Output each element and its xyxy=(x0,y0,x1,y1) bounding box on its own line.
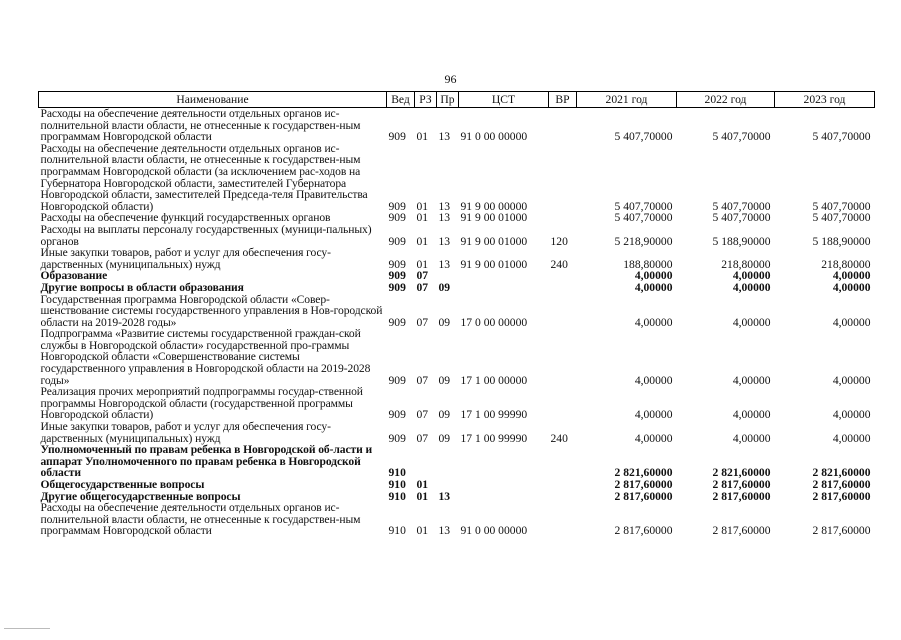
row-rz: 07 xyxy=(416,408,429,422)
row-cst: 17 1 00 00000 xyxy=(460,373,528,387)
row-pr: 13 xyxy=(438,234,451,248)
row-vr xyxy=(549,270,577,282)
row-vr xyxy=(549,386,577,421)
row-cst: 91 0 00 00000 xyxy=(460,130,528,144)
row-2022: 4,00000 xyxy=(732,315,771,329)
row-2021: 188,80000 xyxy=(623,257,673,271)
row-2023: 4,00000 xyxy=(832,431,871,445)
row-2023: 2 817,60000 xyxy=(812,478,871,491)
row-name: Другие общегосударственные вопросы xyxy=(40,489,241,503)
row-2021: 5 407,70000 xyxy=(614,211,673,225)
table-row xyxy=(39,421,875,444)
row-name: Реализация прочих мероприятий подпрограммы государ-ственной программы Новгородской области (государственной программы Новгородской области) xyxy=(40,385,363,422)
row-2023: 218,80000 xyxy=(821,257,871,271)
row-ved: 910 xyxy=(388,524,406,538)
row-pr: 13 xyxy=(438,199,451,213)
row-name: Общегосударственные вопросы xyxy=(40,478,205,491)
row-ved: 909 xyxy=(388,211,406,225)
row-rz: 07 xyxy=(416,269,429,283)
page-number: 96 xyxy=(444,72,457,86)
table-row xyxy=(39,328,875,386)
row-rz: 01 xyxy=(416,478,429,491)
row-pr: 13 xyxy=(438,524,451,538)
row-cst xyxy=(459,282,549,294)
row-rz: 07 xyxy=(416,431,429,445)
table-row xyxy=(39,502,875,537)
row-rz: 01 xyxy=(416,234,429,248)
row-2022: 4,00000 xyxy=(732,373,771,387)
row-2023: 2 821,60000 xyxy=(812,466,871,480)
row-rz: 07 xyxy=(416,315,429,329)
col-header-pr: Пр xyxy=(437,92,459,108)
row-vr xyxy=(549,108,577,143)
row-rz: 01 xyxy=(416,257,429,271)
row-pr: 09 xyxy=(438,408,451,422)
row-pr: 13 xyxy=(438,130,451,144)
row-name: Иные закупки товаров, работ и услуг для обеспечения госу-дарственных (муниципальных) нужд xyxy=(40,420,331,445)
row-pr: 09 xyxy=(438,373,451,387)
row-pr: 09 xyxy=(438,315,451,329)
row-cst: 91 9 00 01000 xyxy=(460,257,528,271)
row-name: Расходы на обеспечение деятельности отдельных органов ис-полнительной власти области, не отнесенные к государствен-ным программам Новгородской области (за исключением рас-ходов на Губернатора Новгородской области, заместителей Губернатора Новгородской области, заместителей Председа-теля Правительства Новгородской области) xyxy=(40,141,368,213)
row-cst: 17 1 00 99990 xyxy=(460,431,528,445)
row-2021: 5 407,70000 xyxy=(614,130,673,144)
table-body xyxy=(39,108,875,537)
row-rz: 07 xyxy=(416,280,429,294)
row-vr xyxy=(549,328,577,386)
row-2021: 2 817,60000 xyxy=(614,524,673,538)
row-name: Подпрограмма «Развитие системы государственной граждан-ской службы в Новгородской области» государственной про-граммы Новгородской области «Совершенствование системы государственного управления в Новгородской области на 2019-2028 годы» xyxy=(40,327,371,387)
table-header-row xyxy=(39,92,875,108)
row-2023: 5 407,70000 xyxy=(812,199,871,213)
row-vr xyxy=(549,212,577,224)
row-rz: 01 xyxy=(416,211,429,225)
col-header-ved: Вед xyxy=(387,92,415,108)
row-2022: 4,00000 xyxy=(732,408,771,422)
col-header-2021: 2021 год xyxy=(577,92,677,108)
row-cst: 17 1 00 99990 xyxy=(460,408,528,422)
row-ved: 909 xyxy=(388,431,406,445)
row-name: Расходы на обеспечение функций государственных органов xyxy=(40,211,331,225)
row-2021: 5 218,90000 xyxy=(614,234,673,248)
row-name: Образование xyxy=(40,269,108,283)
row-name: Расходы на обеспечение деятельности отдельных органов ис-полнительной власти области, не отнесенные к государствен-ным программам Новгородской области xyxy=(40,107,361,144)
budget-table xyxy=(38,91,875,537)
col-header-2023: 2023 год xyxy=(775,92,875,108)
row-ved: 909 xyxy=(388,408,406,422)
row-name: Расходы на обеспечение деятельности отдельных органов ис-полнительной власти области, не отнесенные к государствен-ным программам Новгородской области xyxy=(40,501,361,538)
row-2022: 2 817,60000 xyxy=(712,489,771,503)
row-cst: 91 9 00 01000 xyxy=(460,234,528,248)
row-rz: 01 xyxy=(416,489,429,503)
table-row xyxy=(39,479,875,491)
row-2022: 2 821,60000 xyxy=(712,466,771,480)
row-pr: 13 xyxy=(438,211,451,225)
col-header-rz: РЗ xyxy=(415,92,437,108)
col-header-name: Наименование xyxy=(39,92,387,108)
row-2023: 5 188,90000 xyxy=(812,234,871,248)
row-ved: 909 xyxy=(388,199,406,213)
row-2023: 5 407,70000 xyxy=(812,211,871,225)
row-vr xyxy=(549,479,577,491)
table-row xyxy=(39,282,875,294)
row-2021: 4,00000 xyxy=(634,315,673,329)
row-vr: 240 xyxy=(550,431,568,445)
row-2023: 4,00000 xyxy=(832,269,871,283)
table-row xyxy=(39,247,875,270)
table-row xyxy=(39,108,875,143)
row-2021: 4,00000 xyxy=(634,373,673,387)
row-pr: 13 xyxy=(438,257,451,271)
row-2023: 2 817,60000 xyxy=(812,489,871,503)
row-2022: 2 817,60000 xyxy=(712,524,771,538)
row-2023: 2 817,60000 xyxy=(812,524,871,538)
row-cst xyxy=(459,444,549,479)
row-vr xyxy=(549,444,577,479)
row-rz xyxy=(415,444,437,479)
row-2022: 5 407,70000 xyxy=(712,211,771,225)
row-2023: 4,00000 xyxy=(832,315,871,329)
row-cst xyxy=(459,491,549,503)
row-2021: 2 817,60000 xyxy=(614,478,673,491)
row-name: Иные закупки товаров, работ и услуг для обеспечения госу-дарственных (муниципальных) нужд xyxy=(40,246,331,271)
row-cst: 91 9 00 00000 xyxy=(460,199,528,213)
row-vr: 240 xyxy=(550,257,568,271)
row-2022: 2 817,60000 xyxy=(712,478,771,491)
row-ved: 909 xyxy=(388,130,406,144)
row-cst xyxy=(459,270,549,282)
row-vr xyxy=(549,491,577,503)
table-row xyxy=(39,143,875,213)
table-row xyxy=(39,294,875,329)
row-2021: 2 817,60000 xyxy=(614,489,673,503)
row-2023: 4,00000 xyxy=(832,373,871,387)
row-name: Другие вопросы в области образования xyxy=(40,280,244,294)
row-rz: 01 xyxy=(416,524,429,538)
row-vr: 120 xyxy=(550,234,568,248)
row-2021: 4,00000 xyxy=(634,431,673,445)
row-2022: 5 188,90000 xyxy=(712,234,771,248)
row-2022: 5 407,70000 xyxy=(712,199,771,213)
row-2022: 4,00000 xyxy=(732,280,771,294)
row-cst xyxy=(459,479,549,491)
row-pr: 09 xyxy=(438,431,451,445)
row-cst: 91 0 00 00000 xyxy=(460,524,528,538)
table-row xyxy=(39,444,875,479)
page-edge-mark xyxy=(4,628,50,629)
row-pr: 09 xyxy=(438,280,451,294)
row-ved: 909 xyxy=(388,269,406,283)
row-name: Расходы на выплаты персоналу государственных (муници-пальных) органов xyxy=(40,222,372,248)
row-2021: 4,00000 xyxy=(634,280,673,294)
row-cst: 17 0 00 00000 xyxy=(460,315,528,329)
row-ved: 909 xyxy=(388,315,406,329)
row-ved: 910 xyxy=(388,489,406,503)
row-name: Уполномоченный по правам ребенка в Новгородской об-ласти и аппарат Уполномоченного по правам ребенка в Новгородской области xyxy=(40,443,373,480)
row-ved: 910 xyxy=(388,478,406,491)
row-2022: 218,80000 xyxy=(721,257,771,271)
row-2022: 4,00000 xyxy=(732,431,771,445)
row-2021: 2 821,60000 xyxy=(614,466,673,480)
row-2022: 4,00000 xyxy=(732,269,771,283)
row-name: Государственная программа Новгородской области «Совер-шенствование системы государственного управления в Нов-городской области на 2019-2028 годы» xyxy=(40,292,383,329)
row-vr xyxy=(549,294,577,329)
row-2021: 5 407,70000 xyxy=(614,199,673,213)
table-row xyxy=(39,386,875,421)
row-2022: 5 407,70000 xyxy=(712,130,771,144)
row-ved: 909 xyxy=(388,234,406,248)
row-2021: 4,00000 xyxy=(634,408,673,422)
col-header-cst: ЦСТ xyxy=(459,92,549,108)
row-ved: 910 xyxy=(388,466,406,480)
row-vr xyxy=(549,282,577,294)
row-ved: 909 xyxy=(388,280,406,294)
row-pr xyxy=(437,479,459,491)
col-header-vr: ВР xyxy=(549,92,577,108)
row-2023: 5 407,70000 xyxy=(812,130,871,144)
row-pr: 13 xyxy=(438,489,451,503)
row-cst: 91 9 00 01000 xyxy=(460,211,528,225)
row-pr xyxy=(437,444,459,479)
row-rz: 01 xyxy=(416,199,429,213)
row-2021: 4,00000 xyxy=(634,269,673,283)
row-rz: 07 xyxy=(416,373,429,387)
table-row xyxy=(39,224,875,247)
row-rz: 01 xyxy=(416,130,429,144)
row-ved: 909 xyxy=(388,257,406,271)
row-vr xyxy=(549,143,577,213)
row-2023: 4,00000 xyxy=(832,280,871,294)
row-vr xyxy=(549,502,577,537)
row-ved: 909 xyxy=(388,373,406,387)
col-header-2022: 2022 год xyxy=(677,92,775,108)
row-2023: 4,00000 xyxy=(832,408,871,422)
